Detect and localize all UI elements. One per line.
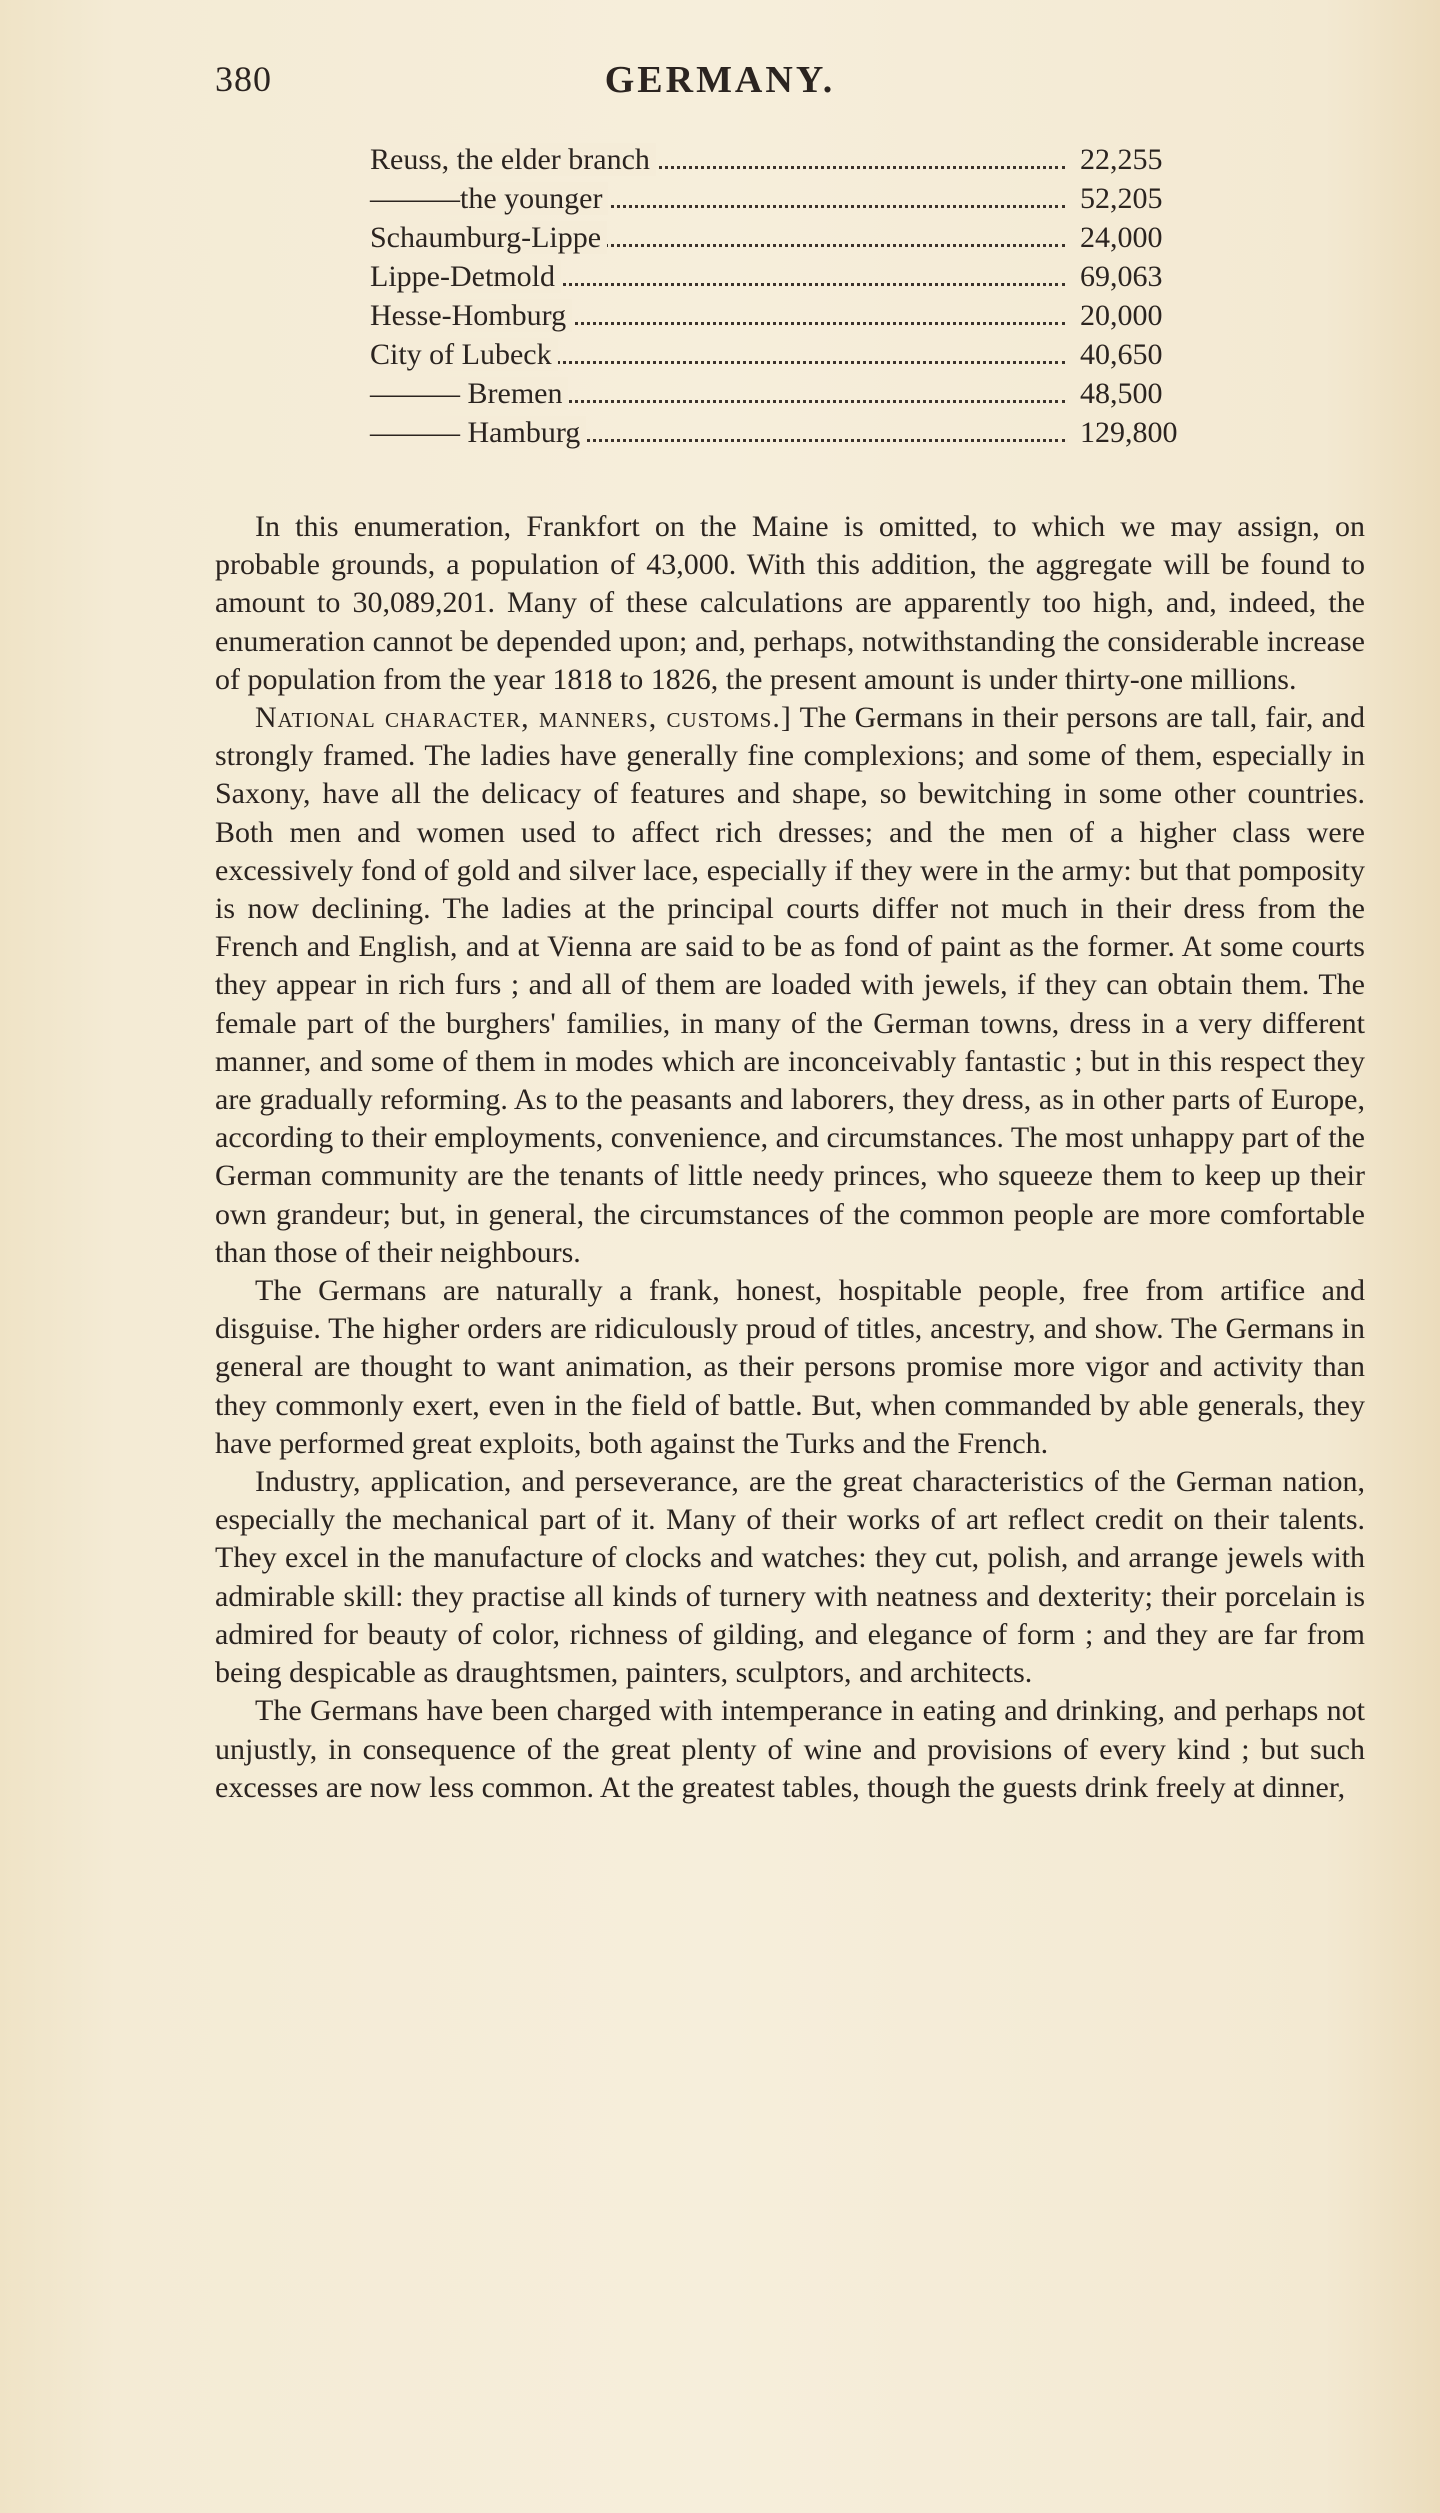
state-name xyxy=(370,140,656,179)
state-name xyxy=(370,296,572,335)
population-table xyxy=(370,140,1230,452)
state-name-text: Lippe-Detmold xyxy=(370,260,561,293)
paragraph-text: The Germans in their persons are tall, fair, and strongly framed. The ladies have generally fine complexions; and some of them, especially in Saxony, have all the delicacy of features and shape, so bewitching in some other countries. Both men and women used to affect rich dresses; and the men of a higher class were excessively fond of gold and silver lace, especially if they were in the army: but that pomposity is now declining. The ladies at the principal courts differ not much in their dress from the French and English, and at Vienna are said to be as fond of paint as the former. At some courts they appear in rich furs ; and all of them are loaded with jewels, if they can obtain them. The female part of the burghers' families, in many of the German towns, dress in a very different manner, and some of them in modes which are inconceivably fantastic ; but in this respect they are gradually reforming. As to the peasants and laborers, they dress, as in other parts of Europe, according to their employments, convenience, and circumstances. The most unhappy part of the German community are the tenants of little needy princes, who squeeze them to keep up their own grandeur; but, in general, the circumstances of the common people are more comfortable than those of their neighbours. xyxy=(215,701,1365,1269)
running-head: GERMANY. xyxy=(604,59,836,101)
state-name xyxy=(370,413,586,452)
state-name xyxy=(370,218,607,257)
state-name-text: Hesse-Homburg xyxy=(370,299,572,332)
page-header xyxy=(215,58,1225,108)
body-text xyxy=(215,508,1365,1807)
state-name-text: ——— Hamburg xyxy=(370,416,586,449)
table-row xyxy=(370,335,1230,374)
population-value: 129,800 xyxy=(1080,416,1178,449)
page-number: 380 xyxy=(215,59,272,99)
state-name-text: ———the younger xyxy=(370,182,608,215)
table-row xyxy=(370,413,1230,452)
state-name-text: City of Lubeck xyxy=(370,338,558,371)
section-heading: National character, manners, customs.] xyxy=(255,701,792,735)
population-value: 24,000 xyxy=(1080,221,1163,254)
paragraph-frank-people: The Germans are naturally a frank, honest, hospitable people, free from artifice and disguise. The higher orders are ridiculously proud of titles, ancestry, and show. The Germans in general are thought to want animation, as their persons promise more vigor and activity than they commonly exert, even in the field of battle. But, when commanded by able generals, they have performed great exploits, both against the Turks and the French. xyxy=(215,1274,1365,1460)
state-name-text: Reuss, the elder branch xyxy=(370,143,656,176)
state-name xyxy=(370,179,608,218)
state-name xyxy=(370,257,561,296)
population-value: 20,000 xyxy=(1080,299,1163,332)
table-row xyxy=(370,179,1230,218)
population-value: 48,500 xyxy=(1080,377,1163,410)
state-name xyxy=(370,374,568,413)
table-row xyxy=(370,374,1230,413)
table-row xyxy=(370,257,1230,296)
paragraph-national-character xyxy=(215,699,1365,1272)
table-row xyxy=(370,140,1230,179)
state-name-text: Schaumburg-Lippe xyxy=(370,221,607,254)
paragraph-enumeration: In this enumeration, Frankfort on the Maine is omitted, to which we may assign, on probable grounds, a population of 43,000. With this addition, the aggregate will be found to amount to 30,089,201. Many of these calculations are apparently too high, and, indeed, the enumeration cannot be depended upon; and, perhaps, notwithstanding the considerable increase of population from the year 1818 to 1826, the present amount is under thirty-one millions. xyxy=(215,510,1365,696)
state-name-text: ——— Bremen xyxy=(370,377,568,410)
population-value: 22,255 xyxy=(1080,143,1163,176)
table-row xyxy=(370,218,1230,257)
population-value: 52,205 xyxy=(1080,182,1163,215)
population-value: 40,650 xyxy=(1080,338,1163,371)
state-name xyxy=(370,335,558,374)
paragraph-intemperance: The Germans have been charged with intemperance in eating and drinking, and perhaps not unjustly, in consequence of the great plenty of wine and provisions of every kind ; but such excesses are now less common. At the greatest tables, though the guests drink freely at dinner, xyxy=(215,1694,1365,1804)
table-row xyxy=(370,296,1230,335)
paragraph-industry: Industry, application, and perseverance, are the great characteristics of the German nation, especially the mechanical part of it. Many of their works of art reflect credit on their talents. They excel in the manufacture of clocks and watches: they cut, polish, and arrange jewels with admirable skill: they practise all kinds of turnery with neatness and dexterity; their porcelain is admired for beauty of color, richness of gilding, and elegance of form ; and they are far from being despicable as draughtsmen, painters, sculptors, and architects. xyxy=(215,1465,1365,1690)
population-value: 69,063 xyxy=(1080,260,1163,293)
